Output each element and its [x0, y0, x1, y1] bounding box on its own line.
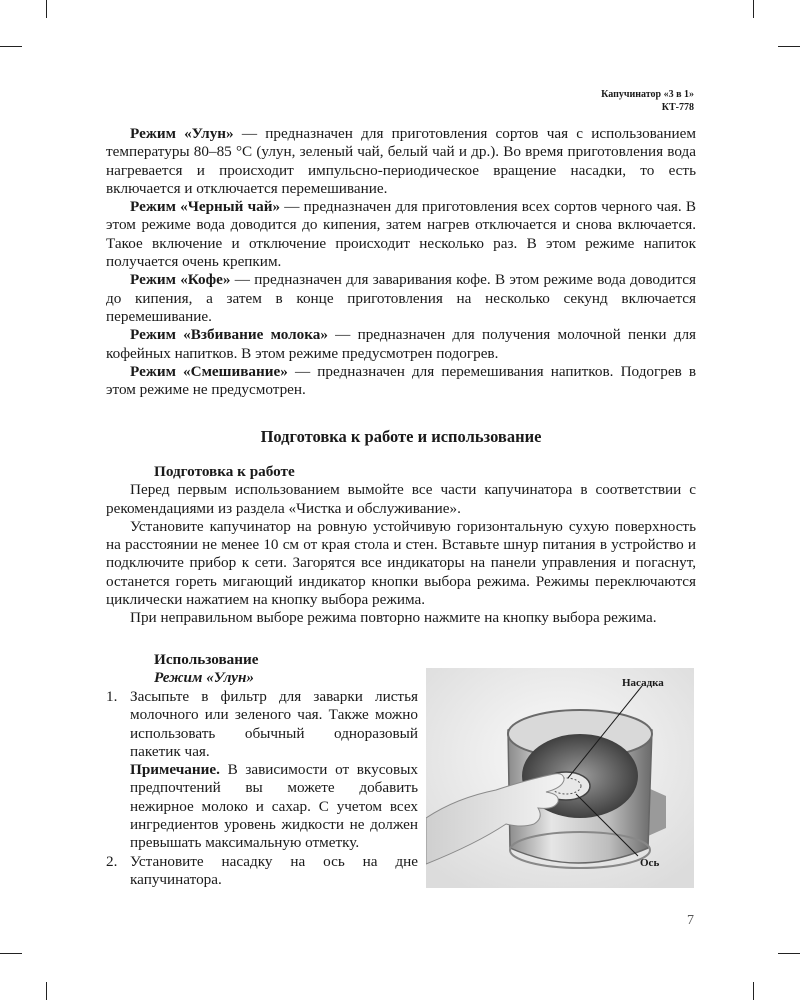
figure-label-top: Насадка [622, 677, 664, 689]
mode-name: Режим «Черный чай» [130, 198, 281, 216]
mode-name: Режим «Кофе» [130, 271, 231, 289]
header-product: Капучинатор «3 в 1» [601, 89, 694, 100]
preparation-paragraph: При неправильном выборе режима повторно нажмите на кнопку выбора режима. [130, 609, 657, 627]
mode-text: — предназначен для приготовления всех сортов черного чая. В этом режиме вода доводится до кипения, затем нагрев отключается и снова включается. Такое включение и отключение происходит несколько раз. В этом режиме напиток получается очень крепким. [106, 198, 697, 271]
mode-paragraph [106, 326, 696, 363]
note-text: В зависимости от вкусовых предпочтений вы можете добавить нежирное молоко и сахар. С учетом всех ингредиентов уровень жидкости не должен превышать максимальную отметку. [130, 761, 418, 852]
crop-mark [778, 953, 800, 954]
preparation-paragraph: Перед первым использованием вымойте все части капучинатора в соответствии с рекомендациями из раздела «Чистка и обслуживание». [106, 481, 696, 517]
list-item [106, 853, 418, 890]
mode-text: — предназначен для приготовления сортов чая с использованием температуры 80–85 °С (улун, зеленый чай, белый чай и др.). Во время приготовления вода нагревается и происходит импульсно-периодическое вращение насадки, то есть включается и отключается перемешивание. [106, 125, 696, 197]
step-text: Засыпьте в фильтр для заварки листья молочного или зеленого чая. Также можно использовать обычный одноразовый пакетик чая. [130, 688, 418, 760]
crop-mark [0, 953, 22, 954]
header-model: КТ-778 [661, 102, 694, 113]
crop-mark [46, 0, 47, 18]
figure-photo [426, 668, 694, 888]
photo-illustration [426, 668, 694, 888]
crop-mark [46, 982, 47, 1000]
mode-text: — предназначен для перемешивания напитков. Подогрев в этом режиме не предусмотрен. [106, 362, 697, 399]
page-number: 7 [687, 913, 694, 928]
usage-steps [106, 688, 418, 889]
crop-mark [753, 0, 754, 18]
mode-name: Режим «Взбивание молока» [130, 326, 328, 344]
mode-paragraph [106, 198, 696, 271]
mode-text: — предназначен для заваривания кофе. В этом режиме вода доводится до кипения, а затем в конце приготовления на несколько секунд включается перемешивание. [106, 271, 696, 325]
crop-mark [0, 46, 22, 47]
preparation-heading: Подготовка к работе [154, 463, 295, 480]
preparation-block [106, 463, 696, 628]
usage-heading: Использование [154, 651, 259, 668]
crop-mark [778, 46, 800, 47]
step-number: 2. [106, 852, 118, 870]
preparation-paragraph: Установите капучинатор на ровную устойчивую горизонтальную сухую поверхность на расстоянии не менее 10 см от края стола и стен. Вставьте шнур питания в устройство и подключите прибор к сети. Загорятся все индикаторы на панели управления и погаснут, останется гореть мигающий индикатор кнопки выбора режима. Режимы переключаются циклически нажатием на кнопку выбора режима. [106, 517, 696, 609]
list-item [106, 688, 418, 853]
mode-paragraph [106, 271, 696, 326]
jug-handle [648, 788, 666, 836]
mode-paragraph [106, 363, 696, 400]
running-header [601, 88, 694, 114]
modes-block [106, 125, 696, 399]
crop-mark [753, 982, 754, 1000]
section-title: Подготовка к работе и использование [260, 427, 542, 446]
mode-name: Режим «Смешивание» [130, 362, 288, 380]
figure-label-bottom: Ось [640, 857, 660, 869]
step-text: Установите насадку на ось на дне капучинатора. [130, 852, 418, 888]
usage-subheading: Режим «Улун» [154, 669, 254, 687]
mode-paragraph [106, 125, 696, 198]
mode-name: Режим «Улун» [130, 125, 234, 142]
step-number: 1. [106, 688, 118, 705]
note-label: Примечание. [130, 761, 220, 779]
mode-text: — предназначен для получения молочной пенки для кофейных напитков. В этом режиме предусмотрен подогрев. [106, 326, 697, 362]
